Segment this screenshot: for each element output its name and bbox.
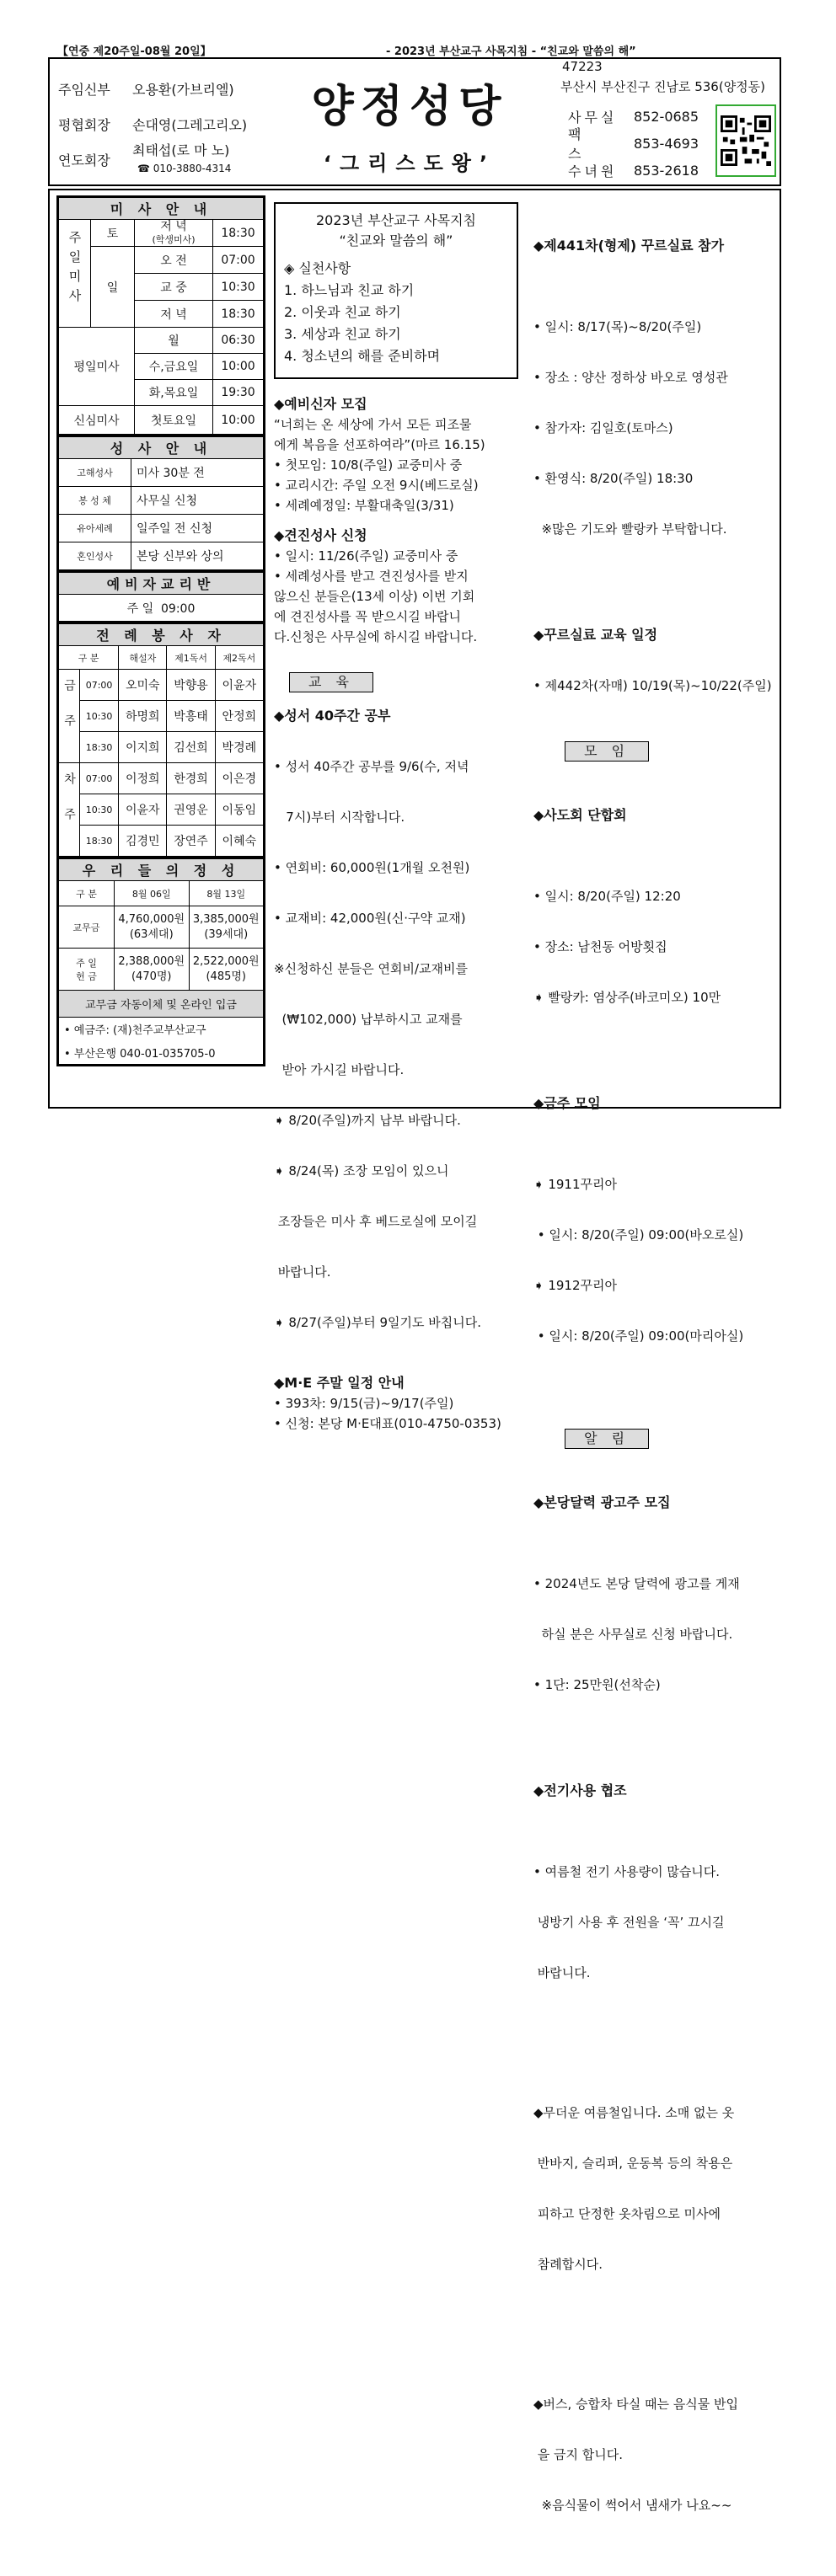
servers-header: 구 분 <box>59 646 119 670</box>
server-name: 이동임 <box>215 794 263 826</box>
server-name: 김경민 <box>119 826 167 857</box>
offering-amount: 4,760,000원 (63세대) <box>115 906 190 949</box>
address: 부산시 부산진구 진남로 536(양정동) <box>560 79 766 94</box>
text-line: ➧ 8/20(주일)까지 납부 바랍니다. <box>274 1113 461 1128</box>
me-heading: ◆M·E 주말 일정 안내 <box>274 1375 405 1391</box>
mass-time: 06:30 <box>213 328 264 354</box>
sacrament-desc: 사무실 신청 <box>131 487 264 515</box>
sacrament-desc: 미사 30분 전 <box>131 459 264 487</box>
text-line: • 세례예정일: 부활대축일(3/31) <box>274 498 454 513</box>
offering-amount: 2,388,000원 (470명) <box>115 949 190 991</box>
cursillo-body <box>533 286 778 569</box>
servers-title: 전 례 봉 사 자 <box>59 624 264 646</box>
text-line: • 2024년도 본당 달력에 광고를 게재 <box>533 1576 740 1591</box>
weekly-meeting-heading: ◆금주 모임 <box>533 1095 601 1111</box>
zip-code: 47223 <box>562 59 603 74</box>
devotion-mass-label: 신심미사 <box>59 406 135 435</box>
next-week-label: 차주 <box>59 763 80 857</box>
practice-item: 4. 청소년의 해를 준비하며 <box>284 348 441 364</box>
calendar-ad-body <box>533 1543 778 1725</box>
text-line: • 연회비: 60,000원(1개월 오천원) <box>274 860 470 875</box>
phone-label: 사무실 <box>568 109 618 126</box>
practice-item: 2. 이웃과 친교 하기 <box>284 304 401 320</box>
sacrament-name: 혼인성사 <box>59 542 131 570</box>
servers-header: 제1독서 <box>167 646 215 670</box>
phone-row <box>568 157 699 184</box>
text-line: • 신청: 본당 M·E대표(010-4750-0353) <box>274 1416 501 1431</box>
text-line: 않으신 분들은(13세 이상) 이번 기회 <box>274 589 475 604</box>
catechumen-title: 예비자교리반 <box>59 573 264 595</box>
mass-title: 미 사 안 내 <box>59 198 264 220</box>
phone-number[interactable]: 852-0685 <box>634 108 699 125</box>
staff-list <box>58 71 247 177</box>
offering-header: 8월 06일 <box>115 881 190 906</box>
mass-time: 19:30 <box>213 380 264 406</box>
phone-list <box>568 103 699 184</box>
confirmation-heading: ◆견진성사 신청 <box>274 527 367 543</box>
text-line: 조장들은 미사 후 베드로실에 모이길 <box>274 1214 478 1229</box>
server-time: 07:00 <box>80 670 119 701</box>
mass-time: 18:30 <box>213 220 264 247</box>
text-line: • 환영식: 8/20(주일) 18:30 <box>533 471 694 486</box>
text-line: 냉방기 사용 후 전원을 ‘꼭’ 끄시길 <box>533 1915 725 1930</box>
right-column <box>533 202 778 2576</box>
offering-kind: 주 일 헌 금 <box>59 949 115 991</box>
catechumen-class <box>56 570 265 623</box>
mass-name: 저 녁 (학생미사) <box>135 220 213 247</box>
mass-time: 07:00 <box>213 247 264 274</box>
staff-row <box>58 142 247 177</box>
text-line: • 일시: 8/20(주일) 09:00(마리아실) <box>533 1328 744 1344</box>
electricity-heading: ◆전기사용 협조 <box>533 1782 627 1798</box>
auto-transfer-title: 교무금 자동이체 및 온라인 입금 <box>59 991 264 1018</box>
server-name: 이은경 <box>215 763 263 794</box>
mass-name: 오 전 <box>135 247 213 274</box>
mass-schedule <box>56 195 265 436</box>
server-name: 하명희 <box>119 701 167 732</box>
account-holder: • 예금주: (재)천주교부산교구 <box>59 1018 264 1041</box>
weekly-meeting-body <box>533 1144 778 1376</box>
text-line: 참례합시다. <box>533 2257 603 2272</box>
text-line: ➧ 8/27(주일)부터 9일기도 바칩니다. <box>274 1315 481 1330</box>
text-line: ◆무더운 여름철입니다. 소매 없는 옷 <box>533 2105 735 2120</box>
sacrament-name: 봉 성 체 <box>59 487 131 515</box>
masthead <box>48 57 781 186</box>
catechumen-time: 주 일 09:00 <box>59 595 264 622</box>
staff-name-block <box>132 142 231 177</box>
server-name: 이윤자 <box>215 670 263 701</box>
bank-account: • 부산은행 040-01-035705-0 <box>59 1041 264 1065</box>
text-line: 바랍니다. <box>533 1965 591 1980</box>
phone-label: 수녀원 <box>568 163 618 179</box>
text-line: • 일시: 11/26(주일) 교중미사 중 <box>274 548 458 564</box>
server-time: 10:30 <box>80 794 119 826</box>
text-line: • 교리시간: 주일 오전 9시(베드로실) <box>274 478 479 493</box>
sacrament-desc: 본당 신부와 상의 <box>131 542 264 570</box>
server-time: 18:30 <box>80 826 119 857</box>
me-body <box>274 1393 518 1434</box>
practice-item: 3. 세상과 친교 하기 <box>284 326 401 342</box>
staff-name: 최태섭(로 마 노) <box>132 142 230 158</box>
text-line: • 첫모임: 10/8(주일) 교중미사 중 <box>274 457 463 473</box>
text-line: ➧ 1911꾸리아 <box>533 1177 617 1192</box>
sacrament-name: 고해성사 <box>59 459 131 487</box>
text-line: 에 견진성사를 꼭 받으시길 바랍니 <box>274 609 461 624</box>
text-line: • 장소 : 양산 정하상 바오로 영성관 <box>533 370 728 385</box>
recruit-heading: ◆예비신자 모집 <box>274 396 367 412</box>
staff-role: 주임신부 <box>58 81 110 98</box>
staff-role: 연도회장 <box>58 152 110 168</box>
text-line: • 일시: 8/20(주일) 09:00(바오로실) <box>533 1227 744 1243</box>
qr-code-icon[interactable] <box>715 104 776 177</box>
cursillo-edu-heading: ◆꾸르실료 교육 일정 <box>533 627 658 643</box>
text-line: 하실 분은 사무실로 신청 바랍니다. <box>533 1627 733 1642</box>
server-name: 이정희 <box>119 763 167 794</box>
mass-time: 18:30 <box>213 301 264 328</box>
text-line: • 장소: 남천동 어방횟집 <box>533 939 667 954</box>
server-name: 안정희 <box>215 701 263 732</box>
sacrament-title: 성 사 안 내 <box>59 437 264 459</box>
server-name: 박향용 <box>167 670 215 701</box>
apostle-heading: ◆사도회 단합회 <box>533 807 627 823</box>
text-line: ※신청하신 분들은 연회비/교재비를 <box>274 961 469 976</box>
sunday-mass-label: 주일미사 <box>59 220 91 328</box>
page-title: 양정성당 <box>311 82 508 132</box>
staff-name: 손대영(그레고리오) <box>132 116 248 133</box>
cursillo-heading: ◆제441차(형제) 꾸르실료 참가 <box>533 238 725 254</box>
text-line: • 1단: 25만원(선착순) <box>533 1677 661 1692</box>
server-name: 박경례 <box>215 732 263 763</box>
server-time: 10:30 <box>80 701 119 732</box>
server-name: 권영운 <box>167 794 215 826</box>
text-line: (₩102,000) 납부하시고 교재를 <box>274 1012 463 1027</box>
phone-number[interactable]: 853-2618 <box>634 162 699 179</box>
staff-role: 평협회장 <box>58 116 110 133</box>
mass-time: 10:00 <box>213 406 264 435</box>
text-line: ➧ 빨랑카: 염상주(바코미오) 10만 <box>533 990 721 1005</box>
text-line: 피하고 단정한 옷차림으로 미사에 <box>533 2206 721 2221</box>
text-line: • 여름철 전기 사용량이 많습니다. <box>533 1864 721 1879</box>
offering-summary <box>56 857 265 1066</box>
text-line: 에게 복음을 선포하여라”(마르 16.15) <box>274 437 485 452</box>
staff-row <box>58 71 247 106</box>
offering-header: 8월 13일 <box>189 881 264 906</box>
recruit-body <box>274 414 518 516</box>
offering-header: 구 분 <box>59 881 115 906</box>
text-line: • 참가자: 김일호(토마스) <box>533 420 673 436</box>
practice-item: 1. 하느님과 친교 하기 <box>284 282 415 298</box>
server-time: 18:30 <box>80 732 119 763</box>
policy-title: 2023년 부산교구 사목지침 <box>316 212 476 228</box>
sunday-label: 일 <box>91 247 135 328</box>
saturday-label: 토 <box>91 220 135 247</box>
this-week-label: 금주 <box>59 670 80 763</box>
text-line: ➧ 8/24(목) 조장 모임이 있으니 <box>274 1163 449 1178</box>
mass-name: 교 중 <box>135 274 213 301</box>
liturgy-servers <box>56 622 265 858</box>
staff-phone: ☎ 010-3880-4314 <box>137 162 232 174</box>
apostle-body <box>533 856 778 1038</box>
left-column <box>56 195 265 1066</box>
mass-name: 월 <box>135 328 213 354</box>
policy-box <box>274 202 518 379</box>
bus-notice <box>533 2364 778 2546</box>
mass-time: 10:00 <box>213 354 264 380</box>
text-line: • 제442차(자매) 10/19(목)~10/22(주일) <box>533 678 772 693</box>
server-name: 오미숙 <box>119 670 167 701</box>
text-line: • 성서 40주간 공부를 9/6(수, 저녁 <box>274 759 469 774</box>
page-subtitle: ‘그리스도왕’ <box>323 152 496 175</box>
issue-label: 【연중 제20주일-08월 20일】 <box>57 45 212 58</box>
sacrament-name: 유아세례 <box>59 515 131 542</box>
offering-kind: 교무금 <box>59 906 115 949</box>
text-line: • 일시: 8/20(주일) 12:20 <box>533 889 681 904</box>
motto-label: - 2023년 부산교구 사목지침 - “친교와 말씀의 해” <box>386 45 636 58</box>
dress-notice <box>533 2072 778 2305</box>
meeting-label: 모 임 <box>565 741 649 762</box>
text-line: • 393차: 9/15(금)~9/17(주일) <box>274 1396 454 1411</box>
offering-amount: 2,522,000원 (485명) <box>189 949 264 991</box>
text-line: ※음식물이 썩어서 냄새가 나요~~ <box>533 2498 732 2513</box>
text-line: ※많은 기도와 빨랑카 부탁합니다. <box>533 521 727 537</box>
phone-label: 팩스 <box>568 126 602 162</box>
text-line: 다.신청은 사무실에 하시길 바랍니다. <box>274 629 478 644</box>
text-line: • 세례성사를 받고 견진성사를 받지 <box>274 569 469 584</box>
server-name: 이지희 <box>119 732 167 763</box>
practice-heading: ◈ 실천사항 <box>284 260 351 276</box>
text-line: • 교재비: 42,000원(신·구약 교재) <box>274 911 466 926</box>
staff-name: 오용환(가브리엘) <box>132 81 234 98</box>
top-line <box>51 42 784 57</box>
text-line: ➧ 1912꾸리아 <box>533 1278 617 1293</box>
text-line: 바랍니다. <box>274 1264 331 1280</box>
text-line: ◆버스, 승합차 타실 때는 음식물 반입 <box>533 2397 739 2412</box>
sacrament-info <box>56 435 265 572</box>
phone-row <box>568 126 699 162</box>
mass-name: 수,금요일 <box>135 354 213 380</box>
servers-header: 제2독서 <box>215 646 263 670</box>
electricity-body <box>533 1831 778 2013</box>
bible-study-heading: ◆성서 40주간 공부 <box>274 708 391 724</box>
servers-header: 해설자 <box>119 646 167 670</box>
text-line: 반바지, 슬리퍼, 운동복 등의 착용은 <box>533 2156 733 2171</box>
text-line: 받아 가시길 바랍니다. <box>274 1062 405 1077</box>
sacrament-desc: 일주일 전 신청 <box>131 515 264 542</box>
server-time: 07:00 <box>80 763 119 794</box>
server-name: 이혜숙 <box>215 826 263 857</box>
text-line: 을 금지 합니다. <box>533 2447 624 2462</box>
calendar-ad-heading: ◆본당달력 광고주 모집 <box>533 1494 671 1510</box>
mass-time: 10:30 <box>213 274 264 301</box>
education-label: 교 육 <box>289 672 373 692</box>
bible-study-body <box>274 726 518 1363</box>
confirmation-body <box>274 546 518 647</box>
phone-number[interactable]: 853-4693 <box>634 135 699 152</box>
mass-name: 첫토요일 <box>135 406 213 435</box>
weekday-mass-label: 평일미사 <box>59 328 135 406</box>
center-column <box>274 202 518 1434</box>
text-line: • 일시: 8/17(목)~8/20(주일) <box>533 319 702 334</box>
offering-amount: 3,385,000원 (39세대) <box>189 906 264 949</box>
server-name: 김선희 <box>167 732 215 763</box>
server-name: 장연주 <box>167 826 215 857</box>
text-line: 7시)부터 시작합니다. <box>274 810 405 825</box>
qr-code-graphic <box>721 110 771 172</box>
server-name: 한경희 <box>167 763 215 794</box>
staff-row <box>58 106 247 142</box>
notice-label: 알 림 <box>565 1429 649 1449</box>
server-name: 이윤자 <box>119 794 167 826</box>
mass-name: 화,목요일 <box>135 380 213 406</box>
mass-name: 저 녁 <box>135 301 213 328</box>
offering-title: 우 리 들 의 정 성 <box>59 859 264 881</box>
main-content <box>48 189 781 2513</box>
server-name: 박흥태 <box>167 701 215 732</box>
policy-subtitle: “친교와 말씀의 해” <box>339 232 453 249</box>
text-line: “너희는 온 세상에 가서 모든 피조물 <box>274 417 472 432</box>
